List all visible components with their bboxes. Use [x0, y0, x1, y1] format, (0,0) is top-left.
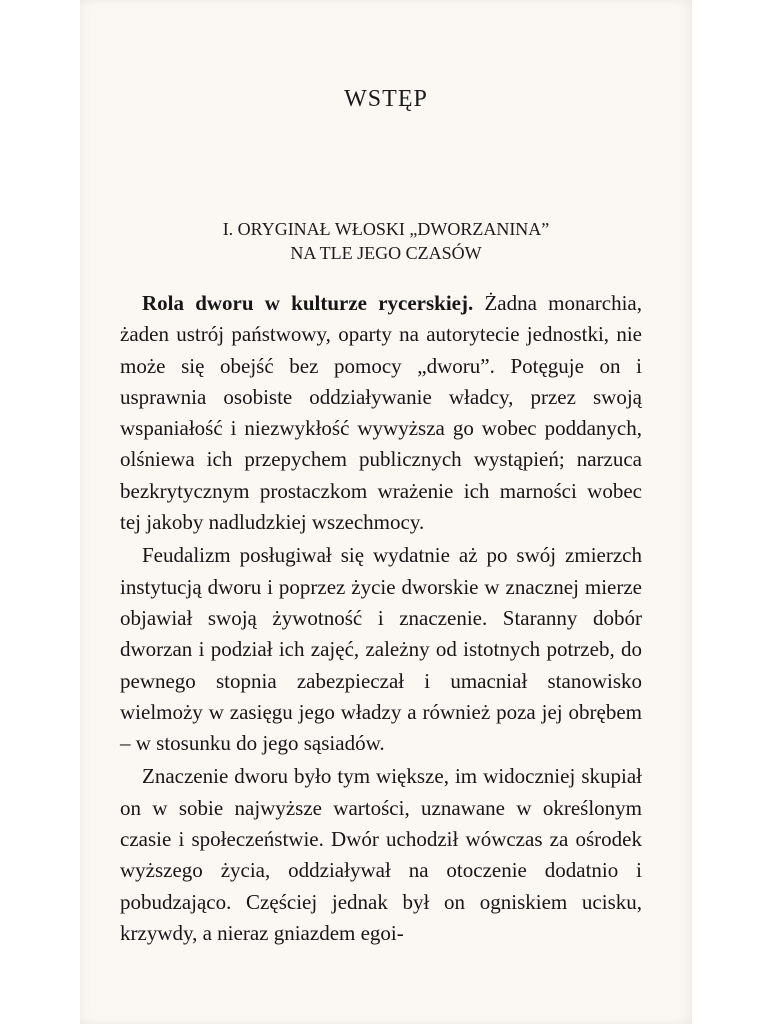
section-heading-line-1: I. ORYGINAŁ WŁOSKI „DWORZANINA”	[222, 219, 550, 239]
paragraph-3	[120, 761, 642, 949]
section-heading	[80, 217, 692, 265]
paragraph-1	[120, 288, 642, 538]
body-text	[120, 288, 642, 949]
book-page	[80, 0, 692, 1024]
chapter-title: WSTĘP	[344, 86, 428, 112]
section-heading-line-2: NA TLE JEGO CZASÓW	[290, 243, 482, 263]
paragraph-2	[120, 540, 642, 759]
paragraph-3-text: Znaczenie dworu było tym większe, im widoczniej skupiał on w sobie najwyższe wartości, uznawane w określonym czasie i społeczeństwie. Dwór uchodził wówczas za ośrodek wyższego życia, oddziaływał na otoczenie dodatnio i pobudzająco. Częściej jednak był on ogniskiem ucisku, krzywdy, a nieraz gniazdem egoi-	[120, 764, 642, 945]
paragraph-1-text: Żadna monarchia, żaden ustrój państwowy, oparty na autorytecie jednostki, nie może się obejść bez pomocy „dworu”. Potęguje on i usprawnia osobiste oddziaływanie władcy, przez swoją wspaniałość i niezwykłość wywyższa go wobec poddanych, olśniewa ich przepychem publicznych wystąpień; narzuca bezkrytycznym prostaczkom wrażenie ich marności wobec tej jakoby nadludzkiej wszechmocy.	[120, 291, 643, 535]
paragraph-lead-heading: Rola dworu w kulturze rycerskiej.	[142, 291, 474, 315]
paragraph-2-text: Feudalizm posługiwał się wydatnie aż po swój zmierzch instytucją dworu i poprzez życie dworskie w znacznej mierze objawiał swoją żywotność i znaczenie. Staranny dobór dworzan i podział ich zajęć, zależny od istotnych potrzeb, do pewnego stopnia zabezpieczał i umacniał stanowisko wielmoży w zasięgu jego władzy a również poza jej obrębem – w stosunku do jego sąsiadów.	[120, 543, 642, 756]
